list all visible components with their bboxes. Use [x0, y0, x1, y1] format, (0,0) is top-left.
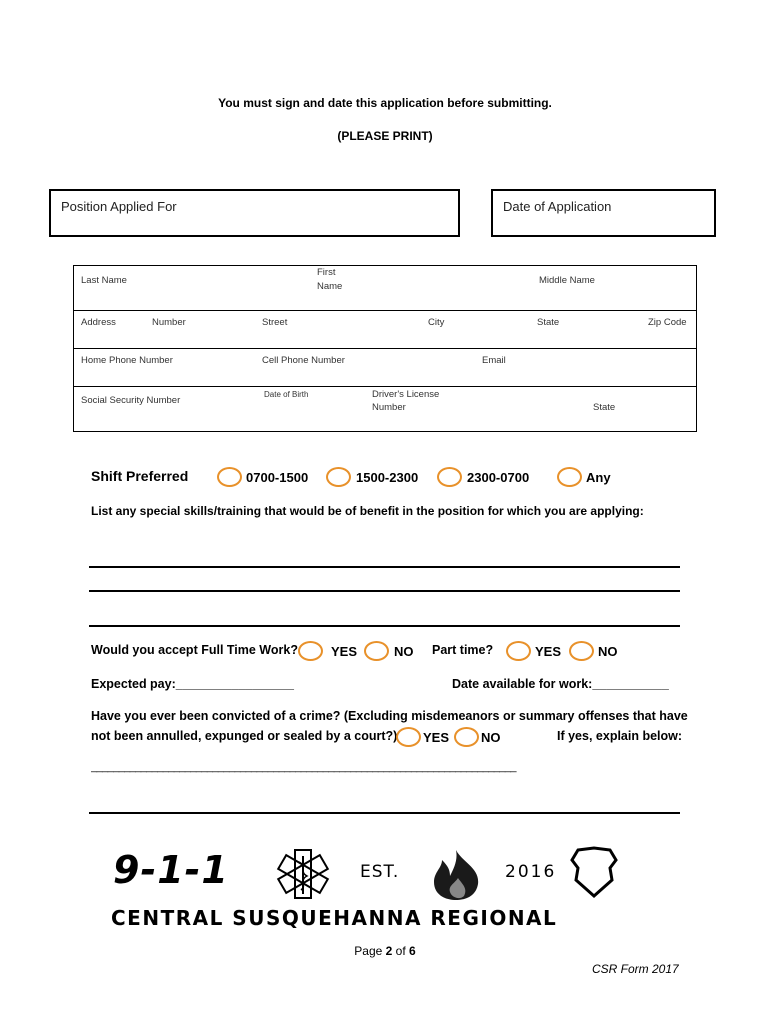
- explain-label: If yes, explain below:: [557, 729, 683, 743]
- shift-option-label: 1500-2300: [356, 469, 419, 485]
- print-note: (PLEASE PRINT): [337, 129, 433, 143]
- city-label: City: [428, 317, 445, 328]
- first-name-label-2: Name: [317, 281, 343, 292]
- expected-pay-field[interactable]: Expected pay:_________________: [91, 677, 294, 691]
- explain-line[interactable]: [89, 812, 680, 814]
- radio-circle-icon: [364, 641, 389, 661]
- crime-question-line2: not been annulled, expunged or sealed by a court?): [91, 729, 398, 743]
- license-label-1: Driver's License: [372, 389, 440, 400]
- skills-line-2[interactable]: [89, 590, 680, 592]
- skills-line-3[interactable]: [89, 625, 680, 627]
- radio-circle-icon: [326, 467, 351, 487]
- skills-prompt: List any special skills/training that would be of benefit in the position for which you are applying:: [91, 504, 644, 518]
- organization-logo: [105, 840, 685, 932]
- license-label-2: Number: [372, 402, 406, 413]
- page-of: of: [392, 944, 410, 958]
- crime-question-line1: Have you ever been convicted of a crime? (Excluding misdemeanors or summary offenses that have: [91, 709, 688, 723]
- number-label: Number: [152, 317, 186, 328]
- date-available-field[interactable]: Date available for work:___________: [452, 677, 669, 691]
- radio-circle-icon: [298, 641, 323, 661]
- personal-info-grid: [73, 265, 697, 432]
- logo-year-text: 2016: [505, 862, 557, 882]
- shift-preferred-label: Shift Preferred: [91, 468, 189, 484]
- instruction-text: You must sign and date this application before submitting.: [218, 96, 552, 110]
- logo-911-text: 9-1-1: [113, 848, 229, 892]
- crime-no[interactable]: [454, 727, 501, 747]
- ssn-label: Social Security Number: [81, 395, 181, 406]
- last-name-label: Last Name: [81, 275, 127, 286]
- license-state-label: State: [593, 402, 616, 413]
- state-label: State: [537, 317, 560, 328]
- radio-circle-icon: [454, 727, 479, 747]
- yes-label: YES: [331, 643, 358, 659]
- logo-region-name: CENTRAL SUSQUEHANNA REGIONAL: [111, 906, 558, 930]
- home-phone-label: Home Phone Number: [81, 355, 173, 366]
- name-row[interactable]: [74, 266, 696, 311]
- first-name-label-1: First: [317, 267, 336, 278]
- shift-option-any[interactable]: [557, 467, 611, 487]
- yes-label: YES: [535, 643, 562, 659]
- yes-label: YES: [423, 729, 450, 745]
- middle-name-label: Middle Name: [539, 275, 595, 286]
- position-applied-label: Position Applied For: [61, 199, 177, 214]
- dob-label: Date of Birth: [264, 390, 309, 399]
- radio-circle-icon: [396, 727, 421, 747]
- star-of-life-icon: [263, 848, 343, 900]
- full-time-question: Would you accept Full Time Work?: [91, 643, 298, 657]
- id-row[interactable]: [74, 386, 696, 430]
- crime-yes[interactable]: [396, 727, 449, 747]
- part-time-yes[interactable]: [506, 641, 561, 661]
- street-label: Street: [262, 317, 288, 328]
- page-prefix: Page: [354, 944, 386, 958]
- explain-underscore-line[interactable]: _____________________________________________________________________________: [91, 761, 516, 773]
- logo-est-text: EST.: [360, 862, 400, 882]
- shift-option-label: 2300-0700: [467, 469, 530, 485]
- badge-shield-icon: [570, 846, 618, 898]
- shift-option-1500[interactable]: [326, 467, 418, 487]
- full-time-yes[interactable]: [298, 641, 357, 661]
- radio-circle-icon: [506, 641, 531, 661]
- zip-code-label: Zip Code: [648, 317, 687, 328]
- part-time-no[interactable]: [569, 641, 618, 661]
- full-time-no[interactable]: [364, 641, 414, 661]
- flame-icon: [428, 848, 486, 902]
- no-label: NO: [598, 643, 618, 659]
- date-of-application-field[interactable]: [491, 189, 716, 237]
- radio-circle-icon: [217, 467, 242, 487]
- phone-row[interactable]: [74, 348, 696, 387]
- radio-circle-icon: [437, 467, 462, 487]
- email-label: Email: [482, 355, 506, 366]
- date-of-application-label: Date of Application: [503, 199, 612, 214]
- form-id: CSR Form 2017: [592, 962, 679, 976]
- radio-circle-icon: [569, 641, 594, 661]
- page-total: 6: [409, 944, 416, 958]
- shift-option-label: 0700-1500: [246, 469, 309, 485]
- part-time-question: Part time?: [432, 643, 494, 657]
- shift-option-0700[interactable]: [217, 467, 308, 487]
- address-label: Address: [81, 317, 116, 328]
- shift-option-2300[interactable]: [437, 467, 529, 487]
- page-number: 2: [385, 944, 393, 958]
- page-indicator: [0, 944, 770, 958]
- position-applied-field[interactable]: [49, 189, 460, 237]
- cell-phone-label: Cell Phone Number: [262, 355, 345, 366]
- skills-line-1[interactable]: [89, 566, 680, 568]
- shift-option-label: Any: [586, 469, 611, 485]
- address-row[interactable]: [74, 310, 696, 349]
- radio-circle-icon: [557, 467, 582, 487]
- no-label: NO: [394, 643, 414, 659]
- no-label: NO: [481, 729, 501, 745]
